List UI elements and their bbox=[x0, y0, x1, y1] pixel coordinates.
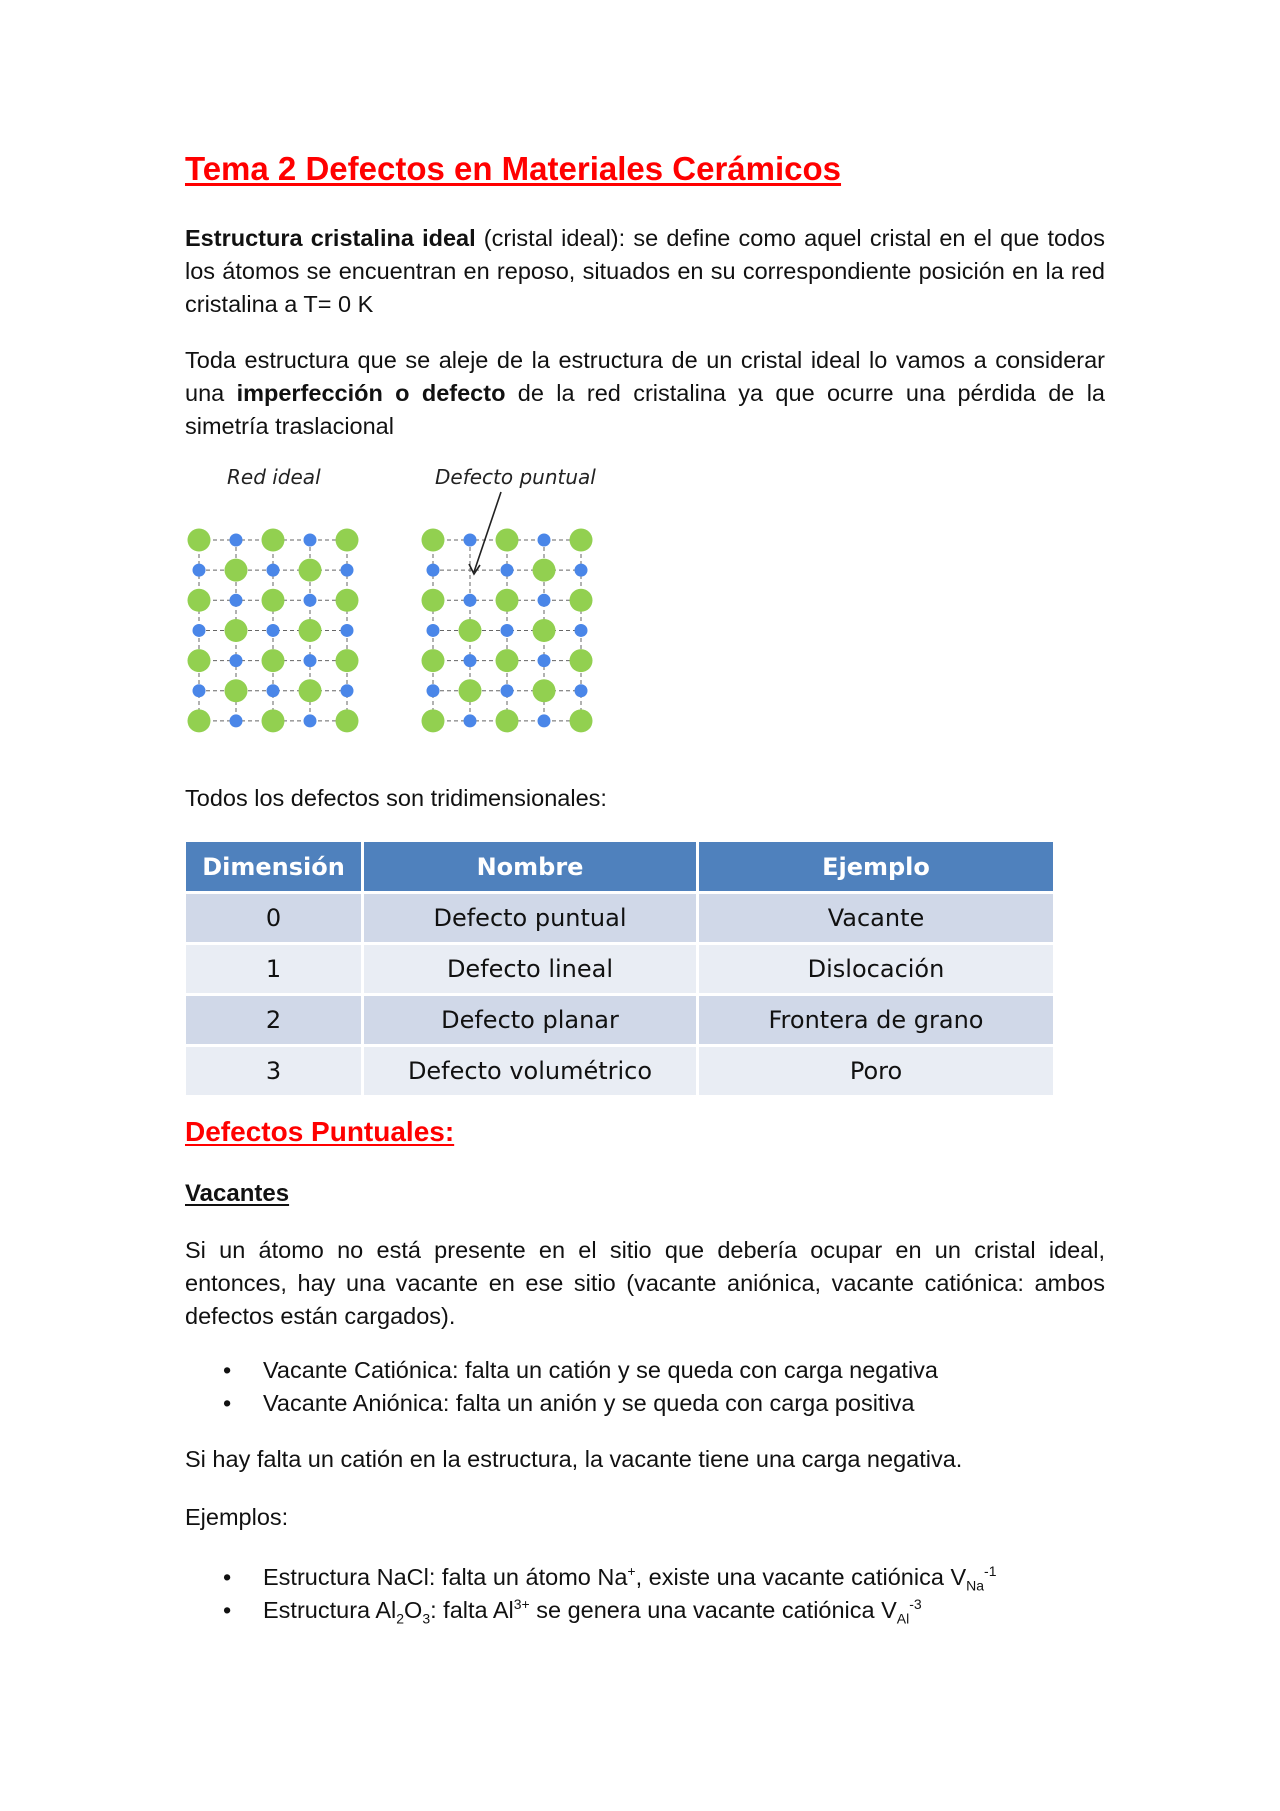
ideal-structure-paragraph bbox=[185, 222, 1105, 321]
defect-lattice bbox=[422, 529, 593, 733]
lattice-figure bbox=[185, 468, 615, 758]
anion-atom bbox=[459, 679, 482, 702]
dimension-table bbox=[186, 842, 1053, 1095]
cell-dimension: 2 bbox=[186, 995, 363, 1046]
anion-atom bbox=[570, 589, 593, 612]
cation-atom bbox=[464, 594, 477, 607]
anion-atom bbox=[533, 559, 556, 582]
cation-atom bbox=[304, 594, 317, 607]
list-item-text: Vacante Aniónica: falta un anión y se queda con carga positiva bbox=[263, 1390, 915, 1416]
list-item bbox=[185, 1594, 996, 1627]
cation-atom bbox=[501, 684, 514, 697]
cation-atom bbox=[464, 654, 477, 667]
anion-atom bbox=[262, 589, 285, 612]
cation-atom bbox=[341, 684, 354, 697]
bullet-icon: • bbox=[223, 1357, 232, 1383]
anion-atom bbox=[188, 649, 211, 672]
cation-atom bbox=[304, 654, 317, 667]
subsection-title: Vacantes bbox=[185, 1180, 290, 1207]
cell-dimension: 0 bbox=[186, 893, 363, 944]
table-row bbox=[186, 944, 1053, 995]
cell-nombre: Defecto puntual bbox=[363, 893, 698, 944]
section-title: Defectos Puntuales: bbox=[185, 1116, 455, 1147]
anion-atom bbox=[225, 559, 248, 582]
anion-atom bbox=[262, 529, 285, 552]
anion-atom bbox=[262, 709, 285, 732]
anion-atom bbox=[570, 649, 593, 672]
defect-term: imperfección o defecto bbox=[236, 380, 506, 406]
page-title: Tema 2 Defectos en Materiales Cerámicos bbox=[185, 150, 842, 187]
header-nombre: Nombre bbox=[363, 842, 698, 893]
anion-atom bbox=[533, 679, 556, 702]
example-nacl: Estructura NaCl: falta un átomo Na+, existe una vacante catiónica $V_{Na}^{-1}$ bbox=[263, 1563, 997, 1594]
cation-atom bbox=[193, 684, 206, 697]
anion-atom bbox=[188, 589, 211, 612]
defect-definition-paragraph bbox=[185, 344, 1105, 443]
ideal-lattice bbox=[188, 529, 359, 733]
table-intro: Todos los defectos son tridimensionales: bbox=[185, 785, 607, 811]
cation-atom bbox=[538, 534, 551, 547]
bullet-icon: • bbox=[223, 1564, 232, 1590]
cation-atom bbox=[267, 624, 280, 637]
cation-atom bbox=[538, 594, 551, 607]
cation-atom bbox=[427, 684, 440, 697]
anion-atom bbox=[299, 559, 322, 582]
anion-atom bbox=[570, 529, 593, 552]
cation-atom bbox=[501, 564, 514, 577]
anion-atom bbox=[496, 529, 519, 552]
anion-atom bbox=[496, 589, 519, 612]
cation-atom bbox=[575, 564, 588, 577]
header-dimension: Dimensión bbox=[186, 842, 363, 893]
cation-atom bbox=[230, 594, 243, 607]
list-item bbox=[185, 1354, 938, 1387]
cell-ejemplo: Poro bbox=[698, 1046, 1054, 1096]
list-item bbox=[185, 1387, 938, 1420]
cation-atom bbox=[575, 684, 588, 697]
example-al2o3: Estructura $Al_2O_3$: falta $Al^{3+}$ se genera una vacante catiónica $V_{Al}^{-3}$ bbox=[263, 1596, 922, 1627]
anion-atom bbox=[336, 529, 359, 552]
cation-atom bbox=[501, 624, 514, 637]
cation-atom bbox=[464, 714, 477, 727]
bullet-icon: • bbox=[223, 1597, 232, 1623]
anion-atom bbox=[422, 529, 445, 552]
label-red-ideal: Red ideal bbox=[227, 468, 321, 489]
cell-dimension: 1 bbox=[186, 944, 363, 995]
anion-atom bbox=[422, 589, 445, 612]
vacancy-type-list bbox=[185, 1354, 938, 1420]
cation-atom bbox=[193, 564, 206, 577]
label-defecto-puntual: Defecto puntual bbox=[435, 468, 596, 489]
cell-dimension: 3 bbox=[186, 1046, 363, 1096]
anion-atom bbox=[496, 709, 519, 732]
anion-atom bbox=[188, 529, 211, 552]
cation-atom bbox=[341, 564, 354, 577]
anion-atom bbox=[336, 589, 359, 612]
cation-atom bbox=[538, 654, 551, 667]
table-row bbox=[186, 1046, 1053, 1096]
table-header-row bbox=[186, 842, 1053, 893]
header-ejemplo: Ejemplo bbox=[698, 842, 1054, 893]
cation-atom bbox=[427, 624, 440, 637]
anion-atom bbox=[570, 709, 593, 732]
cell-ejemplo: Frontera de grano bbox=[698, 995, 1054, 1046]
cation-atom bbox=[575, 624, 588, 637]
cation-atom bbox=[267, 684, 280, 697]
anion-atom bbox=[422, 649, 445, 672]
anion-atom bbox=[422, 709, 445, 732]
bullet-icon: • bbox=[223, 1390, 232, 1416]
anion-atom bbox=[262, 649, 285, 672]
cation-atom bbox=[230, 534, 243, 547]
cation-note: Si hay falta un catión en la estructura, la vacante tiene una carga negativa. bbox=[185, 1446, 963, 1472]
cell-ejemplo: Dislocación bbox=[698, 944, 1054, 995]
table-row bbox=[186, 995, 1053, 1046]
cation-atom bbox=[230, 714, 243, 727]
anion-atom bbox=[225, 679, 248, 702]
table-row bbox=[186, 893, 1053, 944]
list-item bbox=[185, 1561, 996, 1594]
anion-atom bbox=[188, 709, 211, 732]
cation-atom bbox=[304, 714, 317, 727]
anion-atom bbox=[336, 709, 359, 732]
vacantes-paragraph: Si un átomo no está presente en el sitio que debería ocupar en un cristal ideal, entonces, hay una vacante en ese sitio (vacante aniónica, vacante catiónica: ambos defectos están cargados). bbox=[185, 1237, 1105, 1329]
anion-atom bbox=[225, 619, 248, 642]
defect-text-post: de la red cristalina ya que ocurre una pérdida de la simetría traslacional bbox=[185, 380, 1105, 439]
cation-atom bbox=[267, 564, 280, 577]
cation-atom bbox=[230, 654, 243, 667]
anion-atom bbox=[336, 649, 359, 672]
cell-nombre: Defecto lineal bbox=[363, 944, 698, 995]
cation-atom bbox=[304, 534, 317, 547]
anion-atom bbox=[299, 679, 322, 702]
cell-nombre: Defecto planar bbox=[363, 995, 698, 1046]
defect-arrow-line bbox=[474, 492, 501, 572]
anion-atom bbox=[459, 619, 482, 642]
cation-atom bbox=[538, 714, 551, 727]
cell-nombre: Defecto volumétrico bbox=[363, 1046, 698, 1096]
ideal-structure-term: Estructura cristalina ideal bbox=[185, 225, 476, 251]
anion-atom bbox=[496, 649, 519, 672]
examples-list bbox=[185, 1561, 996, 1627]
cation-atom bbox=[341, 624, 354, 637]
list-item-text: Vacante Catiónica: falta un catión y se queda con carga negativa bbox=[263, 1357, 938, 1383]
cation-atom bbox=[193, 624, 206, 637]
anion-atom bbox=[299, 619, 322, 642]
defect-text-pre: Toda estructura que se aleje de la estructura de un cristal ideal lo vamos a considerar una bbox=[185, 347, 1105, 406]
cation-atom bbox=[427, 564, 440, 577]
ideal-structure-definition: (cristal ideal): se define como aquel cristal en el que todos los átomos se encuentran en reposo, situados en su correspondiente posición en la red cristalina a T= 0 K bbox=[185, 225, 1105, 317]
cell-ejemplo: Vacante bbox=[698, 893, 1054, 944]
cation-atom bbox=[464, 534, 477, 547]
anion-atom bbox=[533, 619, 556, 642]
examples-label: Ejemplos: bbox=[185, 1504, 289, 1530]
